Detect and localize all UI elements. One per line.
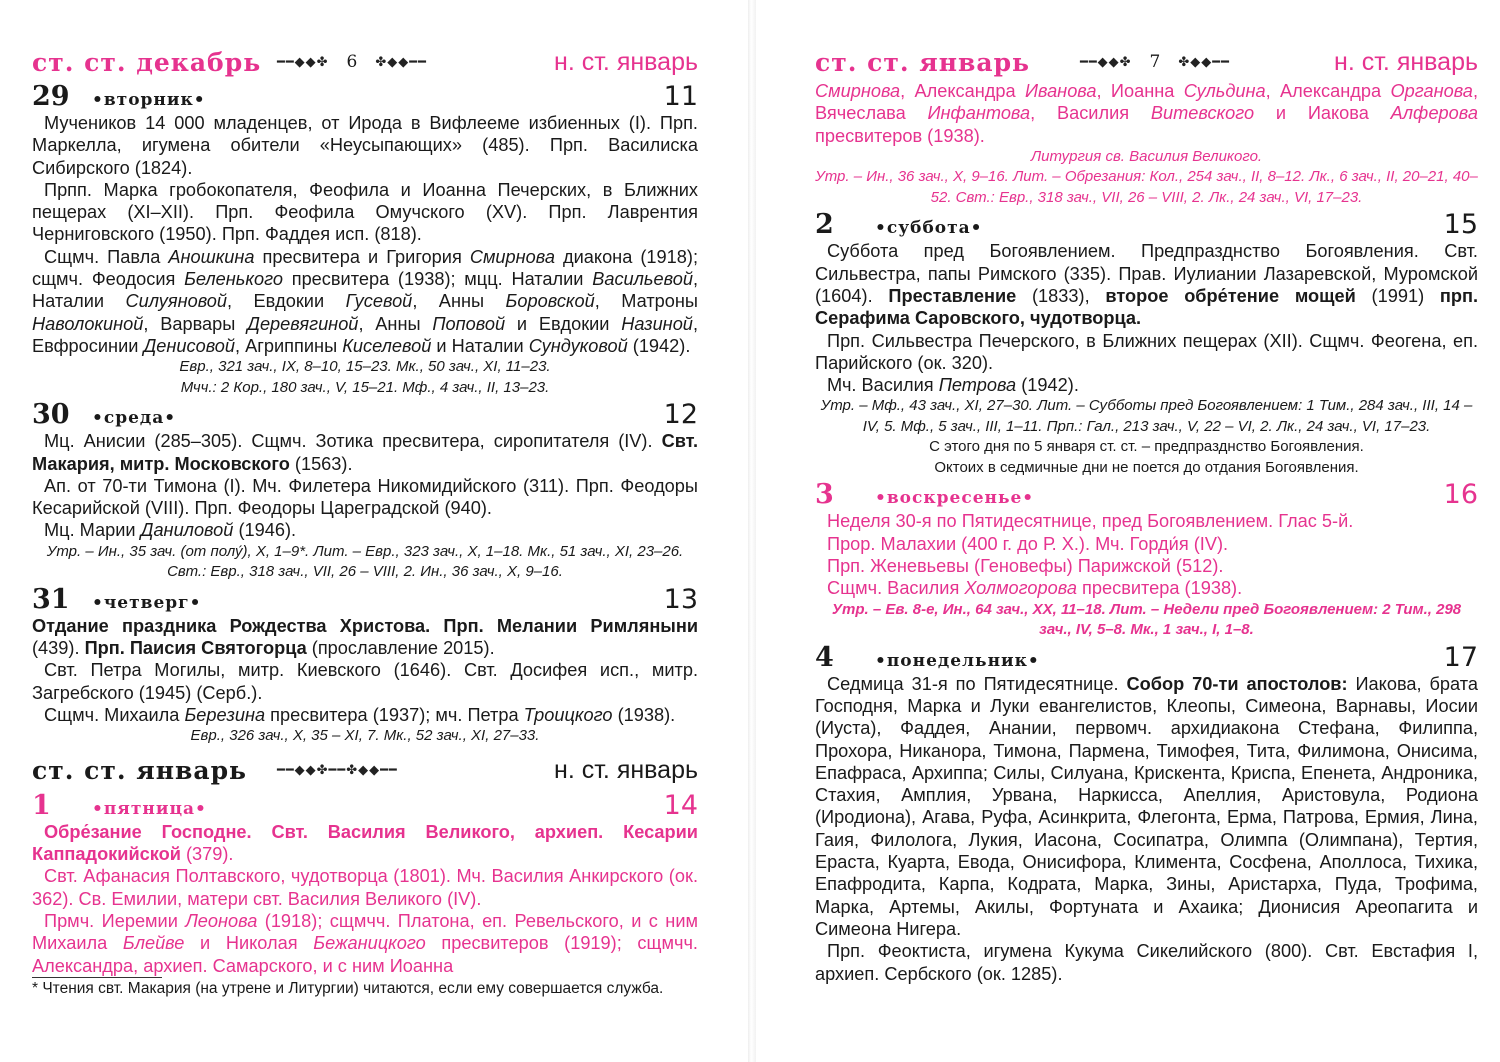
new-style-day: 12 [663,399,698,431]
new-style-day: 16 [1443,479,1478,511]
scripture-readings: Утр. – Ев. 8-е, Ин., 64 зач., XX, 11–18. Лит. – Недели пред Богоявлением: 2 Тим., 298 зач., IV, 5–8. Мк., 1 зач., I, 1–8. [831,600,1462,639]
commemoration-text: Обре́зание Господне. Свт. Василия Великого, архиеп. Кесарии Каппадокийской (379). [32,821,698,865]
day-number: 2 [815,209,834,241]
scripture-readings: Евр., 326 зач., X, 35 – XI, 7. Мк., 52 зач., XI, 27–33. [190,727,540,745]
scripture-readings: Утр. – Мф., 43 зач., XI, 27–30. Лит. – Субботы пред Богоявлением: 1 Тим., 284 зач., III, 14 – IV, 5. Мф., 5 зач., III, 1–11. Прп.: Гал., 213 зач., V, 22 – VI, 2. Лк., 24 зач., VI, 17–23. [820,397,1473,435]
commemoration-text: Свт. Петра Могилы, митр. Киевского (1646). Свт. Досифея исп., митр. Загребского (1945) (Серб.). [32,660,698,703]
ornament-icon: ━━◆◆✤━━✤◆◆━━ [277,763,398,779]
scripture-readings: Утр. – Ин., 35 зач. (от полу́), X, 1–9*. Лит. – Евр., 323 зач., X, 1–18. Мк., 51 зач., XI, 23–26. Свт.: Евр., 318 зач., VII, 26 – VIII, 2. Ин., 36 зач., X, 9–16. [46,542,684,581]
old-style-month: ст. ст. декабрь [32,47,262,77]
page-header [815,44,1478,80]
day-number: 29 [32,81,70,112]
scripture-readings: Евр., 321 зач., IX, 8–10, 15–23. Мк., 50 зач., XI, 11–23. [179,358,551,376]
commemoration-text: Прп. Сильвестра Печерского, в Ближних пещерах (XII). Сщмч. Феогена, еп. Парийского (ок. 320). [815,330,1478,373]
new-style-month: н. ст. январь [554,47,698,76]
weekday-name: •понедельник• [875,650,1040,671]
day-heading [32,791,698,821]
day-number: 1 [32,789,51,821]
weekday-name: •пятница• [92,798,207,819]
commemoration-text: Отдание праздника Рождества Христова. Прп. Мелании Римляныни (439). Прп. Паисия Святогорца (прославление 2015). [32,615,698,659]
service-note: С этого дня по 5 января ст. ст. – предпразднство Богоявления. [929,438,1364,456]
commemoration-text: Суббота пред Богоявлением. Предпразднство Богоявления. Свт. Сильвестра, папы Римского (335). Прав. Иулиании Лазаревской, Муромской (1604). Преставление (1833), второе обре́тение мощей (1991) прп. Серафима Саровского, чудотворца. [815,241,1479,329]
old-style-month: ст. ст. январь [815,47,1031,77]
new-style-day: 14 [663,789,698,821]
new-style-day: 15 [1443,209,1478,241]
page-header [32,44,698,80]
ornament-right-icon: ✤◆◆━━ [375,54,427,70]
page-number-ornament [277,52,427,72]
commemoration-text: Свт. Афанасия Полтавского, чудотворца (1801). Мч. Василия Анкирского (ок. 362). Св. Емилии, матери свт. Василия Великого (IV). [32,866,698,909]
day-heading [32,82,698,112]
day-heading [815,210,1478,240]
footnote: * Чтения свт. Макария (на утрене и Литургии) читаются, если ему совершается служба. [32,979,664,997]
day-heading [815,480,1478,510]
new-style-month: н. ст. январь [554,756,698,785]
service-note: Октоих в седмичные дни не поется до отдания Богоявления. [934,458,1359,476]
commemoration-text: Прпп. Марка гробокопателя, Феофила и Иоанна Печерских, в Ближних пещерах (XI–XII). Прп. Феофила Омучского (XV). Прп. Лаврентия Черниговского (1950). Прп. Фаддея исп. (818). [32,179,698,245]
weekday-name: •вторник• [92,90,206,110]
commemoration-text: Смирнова, Александра Иванова, Иоанна Сульдина, Александра Органова, Вячеслава Инфантова, Василия Витевского и Иакова Алферова пресвитеров (1938). [815,81,1478,146]
weekday-name: •суббота• [875,218,983,239]
commemoration-text: Прор. Малахии (400 г. до Р. Х.). Мч. Горди́я (IV). [827,533,1229,554]
day-heading [815,643,1478,673]
commemoration-text: Прп. Женевьевы (Геновефы) Парижской (512). [827,556,1224,577]
day-number: 3 [815,479,834,511]
commemoration-text: Неделя 30-я по Пятидесятнице, пред Богоявлением. Глас 5-й. [827,511,1354,532]
ornament [277,763,398,778]
weekday-name: •воскресенье• [875,488,1035,509]
commemoration-text: Мц. Анисии (285–305). Сщмч. Зотика пресвитера, сиропитателя (IV). Свт. Макария, митр. Московского (1563). [32,431,698,474]
scripture-readings: Утр. – Ин., 36 зач., X, 9–16. Лит. – Обрезания: Кол., 254 зач., II, 8–12. Лк., 6 зач., II, 20–21, 40–52. Свт.: Евр., 318 зач., VII, 26 – VIII, 2. Лк., 24 зач., VI, 17–23. [815,168,1478,206]
ornament-right-icon: ✤◆◆━━ [1178,54,1230,70]
month-header [32,753,698,789]
weekday-name: •четверг• [92,592,202,613]
day-heading [32,400,698,430]
page-number: 7 [1149,52,1161,72]
right-page [755,0,1500,1062]
commemoration-text: Седмица 31-я по Пятидесятнице. Собор 70-ти апостолов: Иакова, брата Господня, Марка и Луки евангелистов, Клеопы, Симеона, Варнавы, Иосии (Иуста), Фаддея, Анании, первомч. архидиакона Стефана, Филиппа, Прохора, Никанора, Тимона, Пармена, Тимофея, Тита, Филимона, Онисима, Епафраса, Архиппа; Силы, Силуана, Крискента, Криспа, Епенета, Андроника, Стахия, Амплия, Урвана, Наркисса, Апеллия, Аристовула, Родиона (Иродиона), Агава, Руфа, Асинкрита, Флегонта, Ерма, Патрова, Ермия, Лина, Гаия, Филолога, Лукия, Иасона, Сосипатра, Олимпа (Олимпана), Тертия, Ераста, Куарта, Евода, Онисифора, Климента, Сосфена, Аполлоса, Тихика, Епафродита, Карпа, Кодрата, Марка, Зины, Аристарха, Пуда, Трофима, Марка, Артемы, Акилы, Фортуната и Ахаика; Дионисия Ареопагита и Симеона Нигера. [815,673,1479,939]
commemoration-text: Ап. от 70-ти Тимона (I). Мч. Филетера Никомидийского (311). Прп. Феодоры Кесарийской (VIII). Прп. Феодоры Цареградской (940). [32,475,698,519]
commemoration-text: Сщмч. Василия Холмогорова пресвитера (1938). [827,578,1243,599]
day-number: 31 [32,583,70,615]
liturgy-note: Литургия св. Василия Великого. [1030,147,1263,165]
day-number: 4 [815,641,834,673]
ornament-left-icon: ━━◆◆✤ [1080,54,1132,70]
old-style-month: ст. ст. январь [32,756,248,786]
commemoration-text: Мц. Марии Даниловой (1946). [44,520,297,541]
weekday-name: •среда• [92,408,177,429]
commemoration-text: Сщмч. Павла Аношкина пресвитера и Григория Смирнова диакона (1918); сщмч. Феодосия Беленького пресвитера (1938); мцц. Наталии Васильевой, Наталии Силуяновой, Евдокии Гусевой, Анны Боровской, Матроны Наволокиной, Варвары Деревягиной, Анны Поповой и Евдокии Назиной, Евфросинии Денисовой, Агриппины Киселевой и Наталии Сундуковой (1942). [32,246,698,356]
commemoration-text: Мучеников 14 000 младенцев, от Ирода в Вифлееме избиенных (I). Прп. Маркелла, игумена обители «Неусыпающих» (485). Прп. Василиска Сибирского (1824). [32,113,698,178]
day-heading [32,585,698,615]
new-style-month: н. ст. январь [1334,47,1478,76]
new-style-day: 17 [1443,641,1478,673]
commemoration-text: Прмч. Иеремии Леонова (1918); сщмчч. Платона, еп. Ревельского, и с ним Михаила Блейве и Николая Бежаницкого пресвитеров (1919); сщмчч. Александра, архиеп. Самарского, и с ним Иоанна [32,910,698,976]
page-number-ornament [1080,52,1230,72]
commemoration-text: Мч. Василия Петрова (1942). [827,375,1079,396]
new-style-day: 13 [663,583,698,615]
commemoration-text: Сщмч. Михаила Березина пресвитера (1937); мч. Петра Троицкого (1938). [44,704,676,725]
scripture-readings: Мчч.: 2 Кор., 180 зач., V, 15–21. Мф., 4 зач., II, 13–23. [180,378,550,396]
commemoration-text: Прп. Феоктиста, игумена Кукума Сикелийского (800). Свт. Евстафия I, архиеп. Сербского (ок. 1285). [815,941,1478,984]
ornament-left-icon: ━━◆◆✤ [277,54,329,70]
new-style-day: 11 [663,81,698,112]
day-number: 30 [32,399,70,431]
page-number: 6 [346,52,358,72]
